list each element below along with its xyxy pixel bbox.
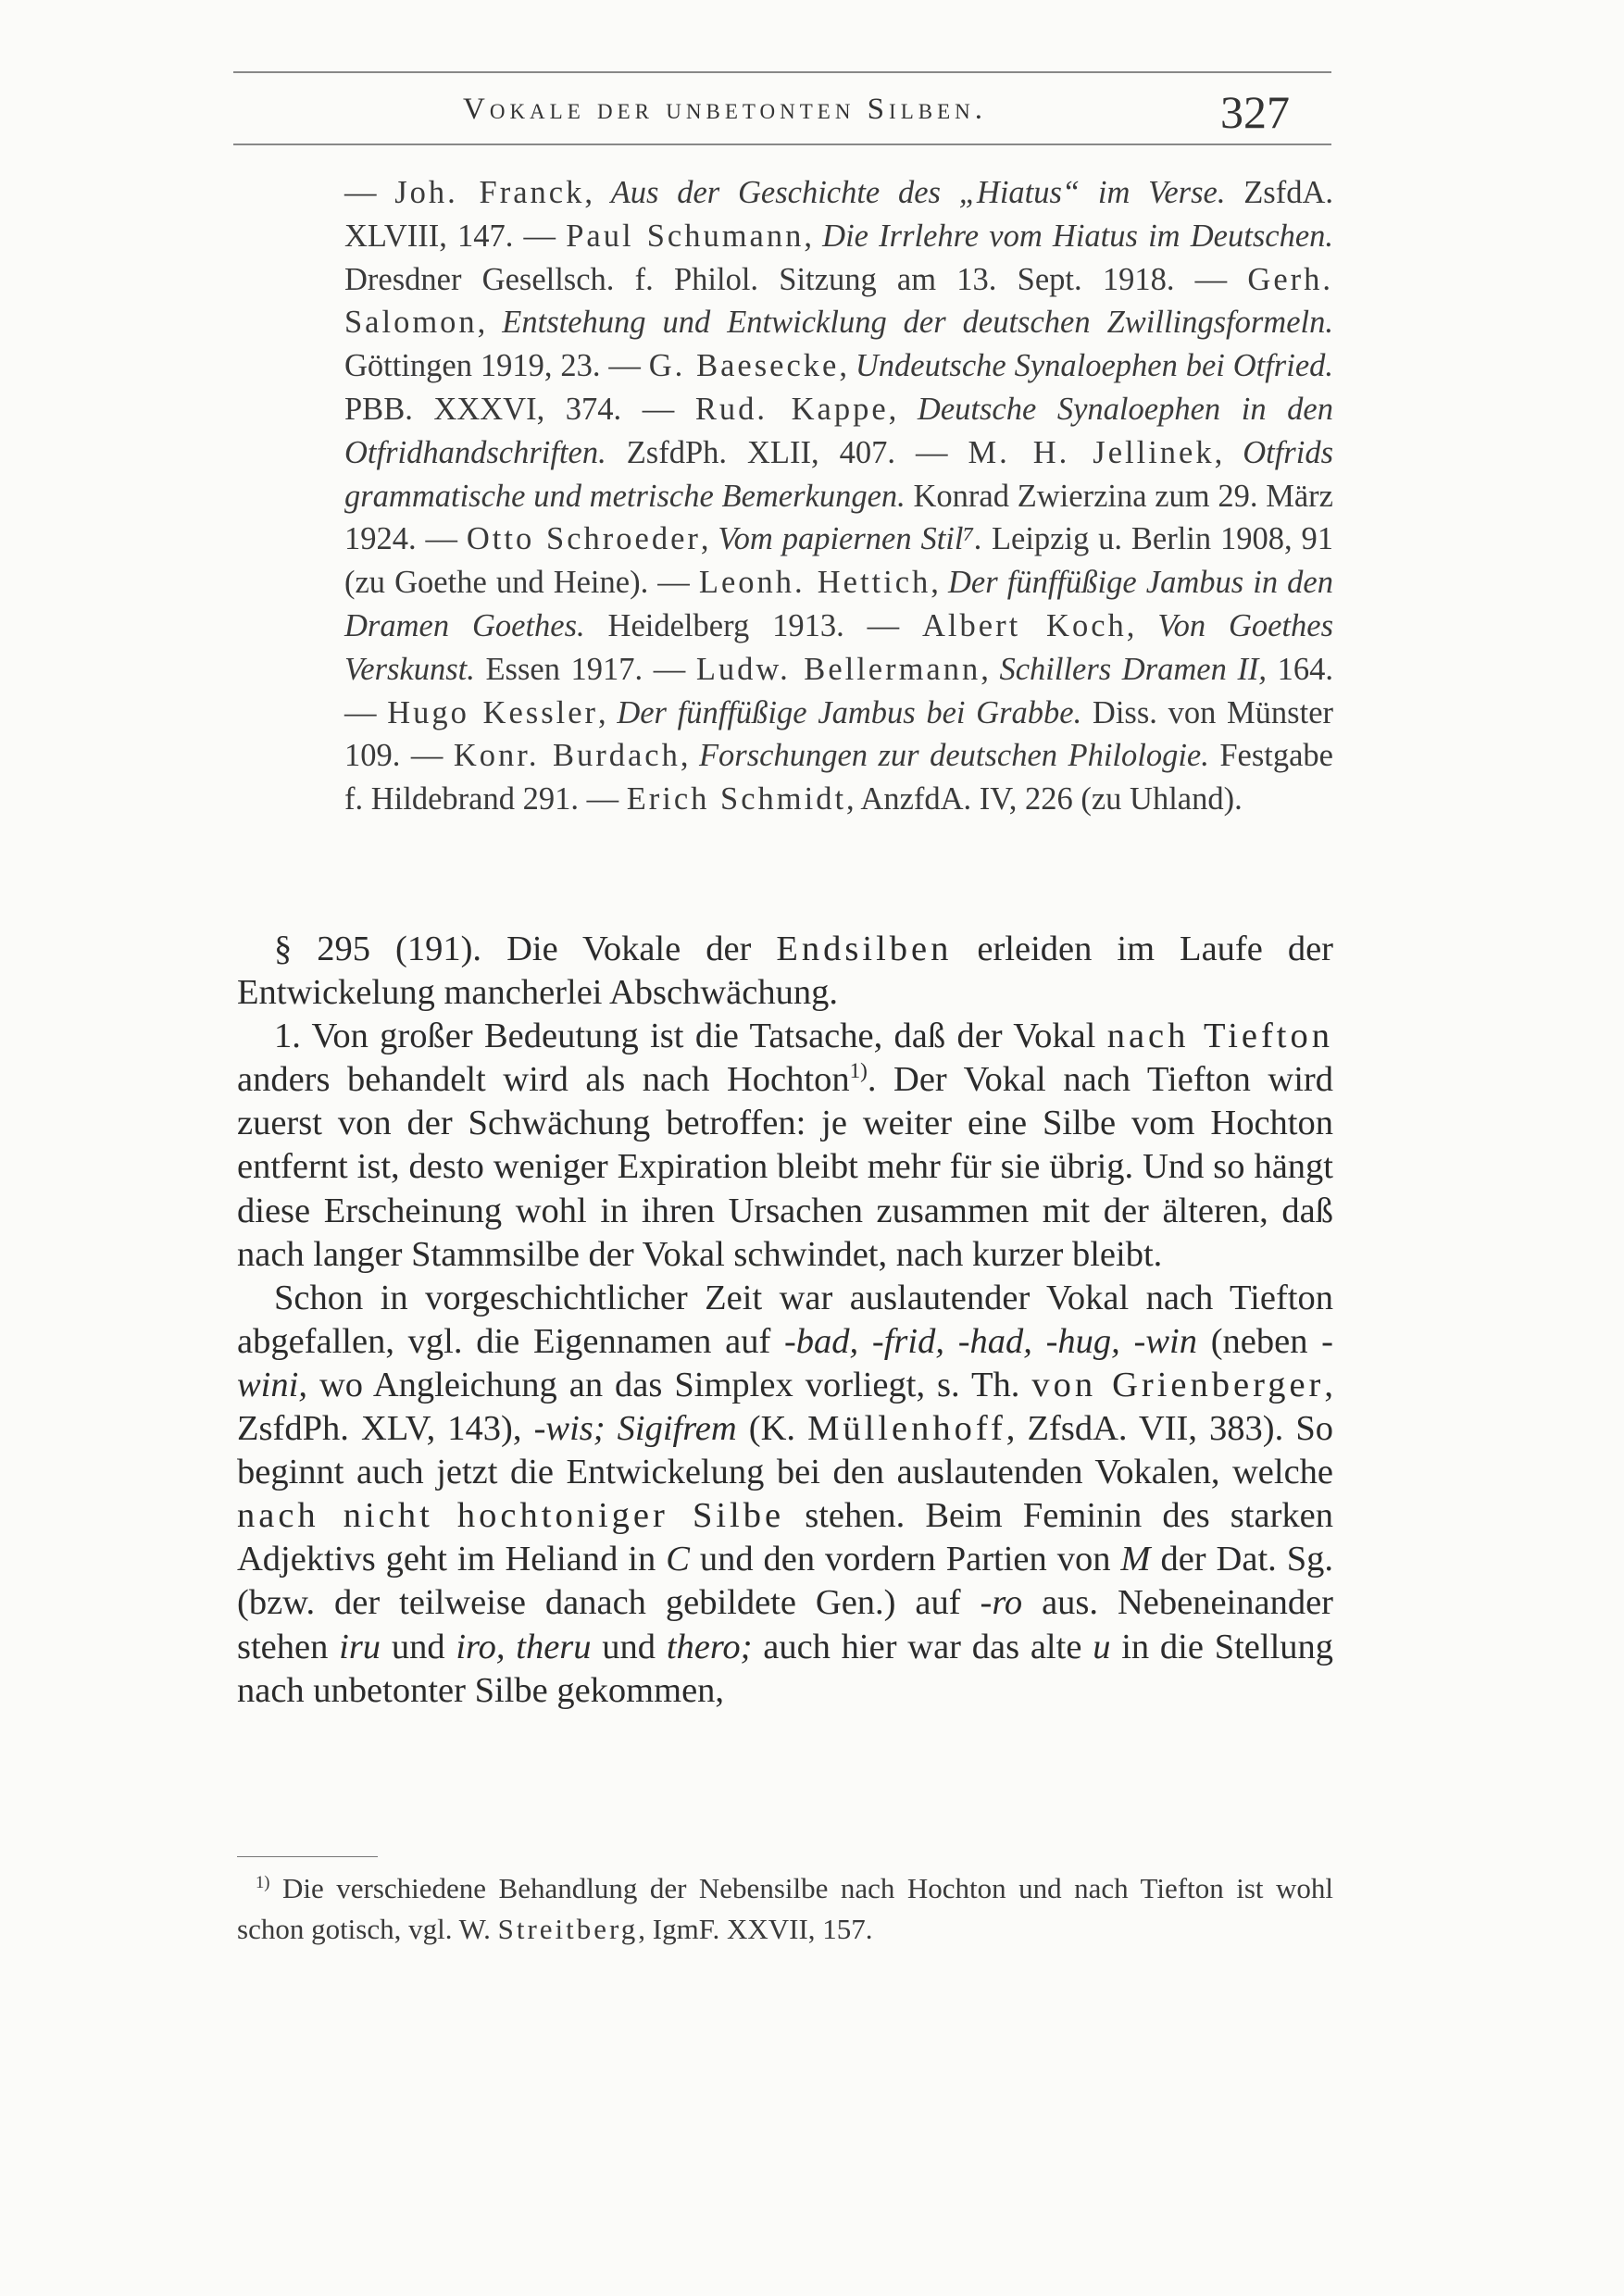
bib-entry-4: G. Baesecke, Undeutsche Synaloephen bei Otfried. PBB. XXXVI, 374. —: [344, 348, 1334, 427]
paragraph-1: 1. Von großer Bedeutung ist die Tatsache, daß der Vokal nach Tiefton anders behandelt wird als nach Hochton$^{1)}$. Der Vokal nach Tiefton wird zuerst von der Schwächung betroffen: je weiter eine Silbe vom Hochton entfernt ist, desto weniger Expiration bleibt mehr für sie übrig. Und so hängt diese Erscheinung wohl in ihren Ursachen zusammen mit der älteren, daß nach langer Stammsilbe der Vokal schwindet, nach kurzer bleibt.: [237, 1017, 1333, 1274]
bib-entry-11: Hugo Kessler, Der fünffüßige Jambus bei Grabbe. Diss. von Münster 109. —: [344, 694, 1333, 774]
bib-entry-10: Ludw. Bellermann, Schillers Dramen II, 164. —: [344, 651, 1334, 730]
running-head: Vokale der unbetonten Silben.: [463, 93, 987, 126]
page-number: 327: [1220, 86, 1290, 138]
bib-entry-12: Konr. Burdach, Forschungen zur deutschen Philologie. Festgabe f. Hildebrand 291. —: [344, 738, 1333, 817]
bibliography-block: [344, 171, 1333, 821]
main-text: [237, 928, 1333, 1713]
paragraph-2: Schon in vorgeschichtlicher Zeit war auslautender Vokal nach Tiefton abgefallen, vgl. die Eigennamen auf -bad, -frid, -had, -hug, -win (neben -wini, wo Angleichung an das Simplex vorliegt, s. Th. von Grienberger, ZsfdPh. XLV, 143), -wis; Sigifrem (K. Müllenhoff, ZfsdA. VII, 383). So beginnt auch jetzt die Entwickelung bei den auslautenden Vokalen, welche nach nicht hochtoniger Silbe stehen. Beim Feminin des starken Adjektivs geht im Heliand in C und den vordern Partien von M der Dat. Sg. (bzw. der teilweise danach gebildete Gen.) auf -ro aus. Nebeneinander stehen iru und iro, theru und thero; auch hier war das alte u in die Stellung nach unbetonter Silbe gekommen,: [237, 1278, 1334, 1710]
bib-entry-8: Leonh. Hettich, Der fünffüßige Jambus in den Dramen Goethes. Heidelberg 1913. —: [344, 565, 1333, 643]
bib-entry-7: Otto Schroeder, Vom papiernen Stil⁷. Leipzig u. Berlin 1908, 91 (zu Goethe und Heine). —: [344, 521, 1333, 601]
footnote: $^{1)}$ Die verschiedene Behandlung der Nebensilbe nach Hochton und nach Tiefton ist wohl schon gotisch, vgl. W. Streitberg, IgmF. XXVII, 157.: [237, 1872, 1333, 1945]
bib-entry-5: Rud. Kappe, Deutsche Synaloephen in den Otfridhandschriften. ZsfdPh. XLII, 407. —: [344, 391, 1333, 470]
paragraph-295: § 295 (191). Die Vokale der Endsilben erleiden im Laufe der Entwickelung mancherlei Abschwächung.: [237, 930, 1333, 1013]
footnote-rule: [237, 1856, 378, 1857]
bib-entry-6: M. H. Jellinek, Otfrids grammatische und metrische Bemerkungen. Konrad Zwierzina zum 29. März 1924. —: [344, 434, 1333, 557]
bib-entry-1: — Joh. Franck, Aus der Geschichte des „Hiatus“ im Verse. ZsfdA. XLVIII, 147. —: [344, 175, 1333, 254]
bib-entry-13: Erich Schmidt, AnzfdA. IV, 226 (zu Uhland).: [626, 781, 1243, 817]
bib-entry-2: Paul Schumann, Die Irrlehre vom Hiatus im Deutschen. Dresdner Gesellsch. f. Philol. Sitzung am 13. Sept. 1918. —: [344, 218, 1334, 297]
header-rule-top: [233, 71, 1331, 73]
footnote-ref: 1): [849, 1058, 868, 1083]
header-rule-bottom: [233, 144, 1331, 145]
bib-entry-9: Albert Koch, Von Goethes Verskunst. Essen 1917. —: [344, 607, 1334, 687]
bib-entry-3: Gerh. Salomon, Entstehung und Entwicklung der deutschen Zwillingsformeln. Göttingen 1919, 23. —: [344, 261, 1333, 384]
